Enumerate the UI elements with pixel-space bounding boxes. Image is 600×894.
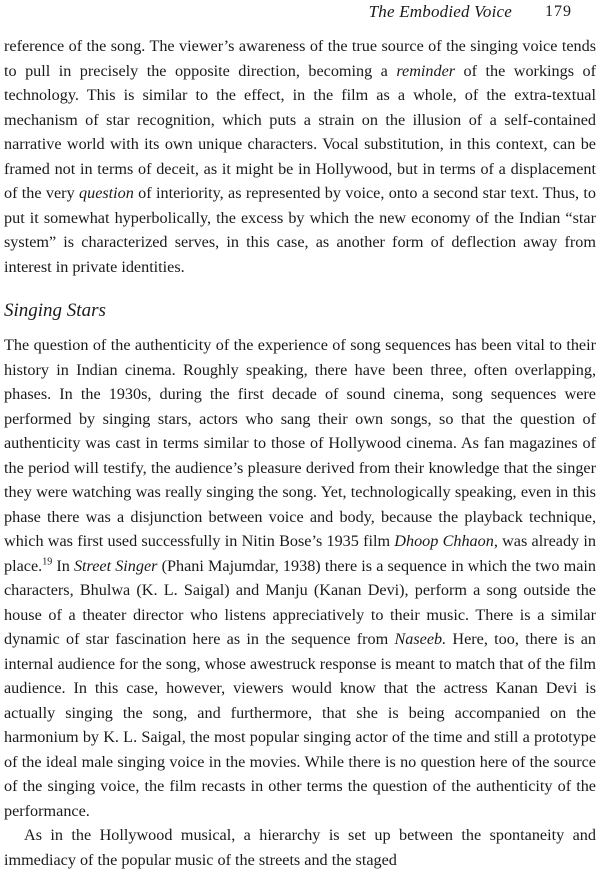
text-run: of the workings of technology. This is similar to the effect, in the film as a whole, of the extra-textual mechanism of star recognition, which puts a strain on the illusion of a self-contained narrative world with its own unique characters. Vocal substitution, in this context, can be framed not in terms of deceit, as it might be in Hollywood, but in terms of a displacement of the very bbox=[4, 61, 596, 202]
text-run: (Phani Majumdar, 1938) there is a sequence in which the two main characters, Bhulwa (K. L. Saigal) and Manju (Kanan Devi), perform a song outside the house of a theater director who listens appreciatively to their music. There is a similar dynamic of star fascination here as in the sequence from bbox=[4, 556, 597, 648]
page-header bbox=[0, 2, 600, 24]
film-title: Street Singer bbox=[73, 556, 158, 575]
film-title: Naseeb. bbox=[394, 630, 447, 648]
text-run: was already in place. bbox=[4, 532, 596, 575]
emphasis: reminder bbox=[396, 61, 456, 80]
text-run: Here, too, there is an internal audience for the song, whose awestruck response is meant to match that of the film audience. In this case, however, viewers would know that the actress Kanan Devi is actually singing the song, and furthermore, that she is being accompanied on the harmonium by K. L. Saigal, the most popular singing actor of the time and still a prototype of the ideal male singing voice in the movies. While there is no question here of the source of the singing voice, the film recasts in other terms the question of the authenticity of the performance. bbox=[4, 630, 597, 820]
text-run: of interiority, as represented by voice, onto a second star text. Thus, to put it somewhat hyperbolically, the excess by which the new economy of the Indian “star system” is characterized serves, in this case, as another form of deflection away from interest in private identities. bbox=[4, 184, 596, 276]
text-run: In bbox=[52, 556, 74, 575]
text-run: The question of the authenticity of the experience of song sequences has been vital to their history in Indian cinema. Roughly speaking, there have been three, often overlapping, phases. In the 1930s, during the first decade of sound cinema, song sequences were performed by singing stars, actors who sang their own songs, so that the question of authenticity was cast in terms similar to those of Hollywood cinema. As fan magazines of the period will testify, the audience’s pleasure derived from their knowledge that the singer they were watching was really singing the song. Yet, technologically speaking, even in this phase there was a disjunction between voice and body, because the playback technique, which was first used successfully in Nitin Bose’s 1935 film bbox=[4, 336, 596, 550]
emphasis: question bbox=[79, 184, 134, 202]
text-run: As in the Hollywood musical, a hierarchy is set up between the spontaneity and immediacy of the popular music of the streets and the staged bbox=[4, 826, 596, 869]
body-text bbox=[4, 34, 596, 872]
section-heading: Singing Stars bbox=[4, 300, 106, 321]
film-title: Dhoop Chhaon, bbox=[394, 532, 498, 550]
page-number: 179 bbox=[545, 3, 572, 20]
paragraph-1 bbox=[4, 34, 596, 279]
paragraph-2 bbox=[4, 333, 596, 823]
running-head: The Embodied Voice bbox=[368, 2, 512, 21]
paragraph-3 bbox=[4, 823, 596, 872]
footnote-marker: 19 bbox=[42, 556, 53, 568]
text-run: reference of the song. The viewer’s awareness of the true source of the singing voice tends to pull in precisely the opposite direction, becoming a bbox=[4, 37, 596, 80]
